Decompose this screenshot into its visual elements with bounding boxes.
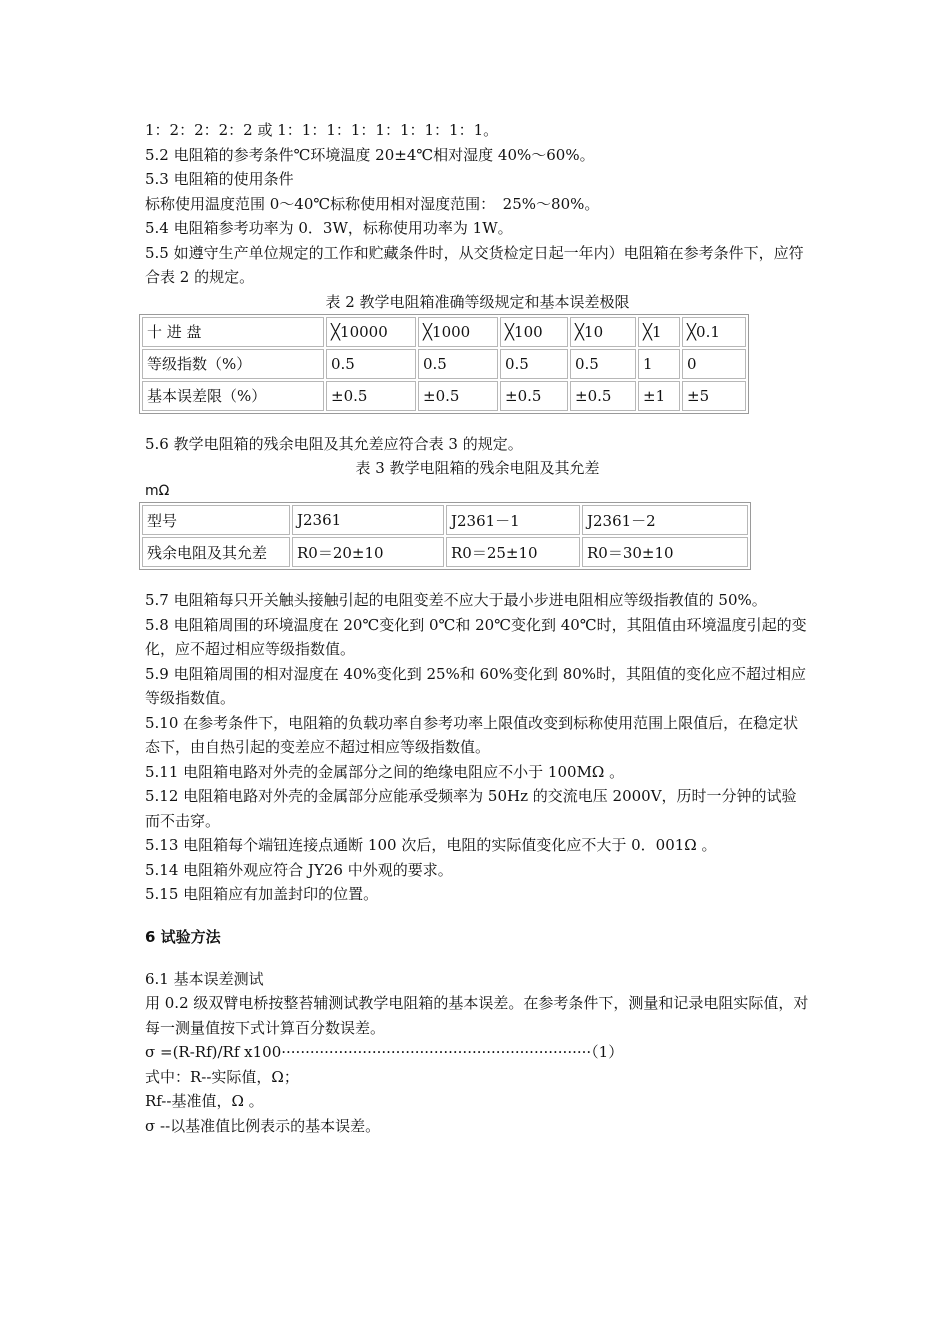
paragraph: 5.11 电阻箱电路对外壳的金属部分之间的绝缘电阻应不小于 100MΩ 。 — [145, 762, 625, 781]
paragraph: 5.15 电阻箱应有加盖封印的位置。 — [145, 885, 379, 903]
table-row — [142, 505, 748, 535]
table-cell: R0＝20±10 — [292, 537, 444, 567]
table-cell: ±0.5 — [500, 381, 568, 411]
paragraph-block-c — [145, 967, 810, 1139]
table-cell: 残余电阻及其允差 — [142, 537, 290, 567]
table-cell: R0＝30±10 — [582, 537, 748, 567]
table-cell: 等级指数（%） — [142, 349, 324, 379]
paragraph: 5.3 电阻箱的使用条件 — [145, 170, 294, 188]
table-cell: J2361－1 — [446, 505, 580, 535]
table-cell: 型号 — [142, 505, 290, 535]
table-cell: 0.5 — [326, 349, 416, 379]
table-cell: ╳10 — [570, 317, 636, 347]
paragraph: 5.13 电阻箱每个端钮连接点通断 100 次后，电阻的实际值变化应不大于 0．001Ω 。 — [145, 836, 717, 854]
table-row — [142, 317, 746, 347]
table3-unit: mΩ — [145, 483, 170, 499]
paragraph: 5.4 电阻箱参考功率为 0．3W，标称使用功率为 1W。 — [145, 219, 513, 237]
table-cell: ╳0.1 — [682, 317, 746, 347]
paragraph: 5.8 电阻箱周围的环境温度在 20℃变化到 0℃和 20℃变化到 40℃时，其阻值由环境温度引起的变化，应不超过相应等级指数值。 — [145, 615, 807, 658]
paragraph-block-a — [145, 118, 810, 290]
table-cell: ±0.5 — [326, 381, 416, 411]
paragraph: 5.14 电阻箱外观应符合 JY26 中外观的要求。 — [145, 860, 453, 879]
table-cell: ±1 — [638, 381, 680, 411]
table-cell: ╳100 — [500, 317, 568, 347]
table-cell: 0.5 — [500, 349, 568, 379]
paragraph: 5.2 电阻箱的参考条件℃环境温度 20±4℃相对湿度 40%～60%。 — [145, 145, 595, 164]
paragraph: 5.12 电阻箱电路对外壳的金属部分应能承受频率为 50Hz 的交流电压 2000V，历时一分钟的试验而不击穿。 — [145, 787, 797, 830]
paragraph: 式中：R--实际值，Ω； — [145, 1067, 299, 1086]
table-cell: ╳1000 — [418, 317, 498, 347]
table-row — [142, 349, 746, 379]
table-cell: ±0.5 — [418, 381, 498, 411]
paragraph: 用 0.2 级双臂电桥按整苔辅测试教学电阻箱的基本误差。在参考条件下，测量和记录电阻实际值，对每一测量值按下式计算百分数误差。 — [145, 994, 809, 1037]
paragraph: 1：2：2：2：2 或 1：1：1：1：1：1：1：1：1。 — [145, 121, 499, 139]
paragraph: 5.9 电阻箱周围的相对湿度在 40%变化到 25%和 60%变化到 80%时，其阻值的变化应不超过相应等级指数值。 — [145, 664, 807, 707]
table2-caption: 表 2 教学电阻箱准确等级规定和基本误差极限 — [325, 292, 630, 311]
table-cell: ╳1 — [638, 317, 680, 347]
table-cell: 0.5 — [418, 349, 498, 379]
paragraph-block-b — [145, 588, 810, 907]
table2 — [139, 314, 749, 414]
paragraph: 5.6 教学电阻箱的残余电阻及其允差应符合表 3 的规定。 — [145, 434, 523, 453]
paragraph: 5.10 在参考条件下，电阻箱的负载功率自参考功率上限值改变到标称使用范围上限值后，在稳定状态下，由自热引起的变差应不超过相应等级指数值。 — [145, 713, 799, 756]
table-cell: 0 — [682, 349, 746, 379]
formula: σ =(R-Rf)/Rf x100·································································（1） — [145, 1043, 624, 1061]
document-page — [145, 118, 810, 1138]
table-cell: 1 — [638, 349, 680, 379]
table-cell: 十 进 盘 — [142, 317, 324, 347]
paragraph: 6.1 基本误差测试 — [145, 969, 264, 988]
table-cell: 基本误差限（%） — [142, 381, 324, 411]
table-cell: 0.5 — [570, 349, 636, 379]
paragraph: σ --以基准值比例表示的基本误差。 — [145, 1116, 381, 1135]
table-cell: ╳10000 — [326, 317, 416, 347]
table-row — [142, 537, 748, 567]
table3 — [139, 502, 751, 570]
table3-caption: 表 3 教学电阻箱的残余电阻及其允差 — [355, 459, 600, 477]
paragraph: 5.5 如遵守生产单位规定的工作和贮藏条件时，从交货检定日起一年内）电阻箱在参考条件下，应符合表 2 的规定。 — [145, 243, 804, 286]
section-heading: 6 试验方法 — [145, 927, 221, 946]
table-cell: J2361 — [292, 505, 444, 535]
table-cell: R0＝25±10 — [446, 537, 580, 567]
table-cell: J2361－2 — [582, 505, 748, 535]
table-row — [142, 381, 746, 411]
table-cell: ±5 — [682, 381, 746, 411]
paragraph: 标称使用温度范围 0～40℃标称使用相对湿度范围： 25%～80%。 — [145, 194, 600, 213]
paragraph: Rf--基准值，Ω 。 — [145, 1092, 264, 1110]
table-cell: ±0.5 — [570, 381, 636, 411]
paragraph: 5.7 电阻箱每只开关触头接触引起的电阻变差不应大于最小步进电阻相应等级指教值的 50%。 — [145, 591, 767, 609]
